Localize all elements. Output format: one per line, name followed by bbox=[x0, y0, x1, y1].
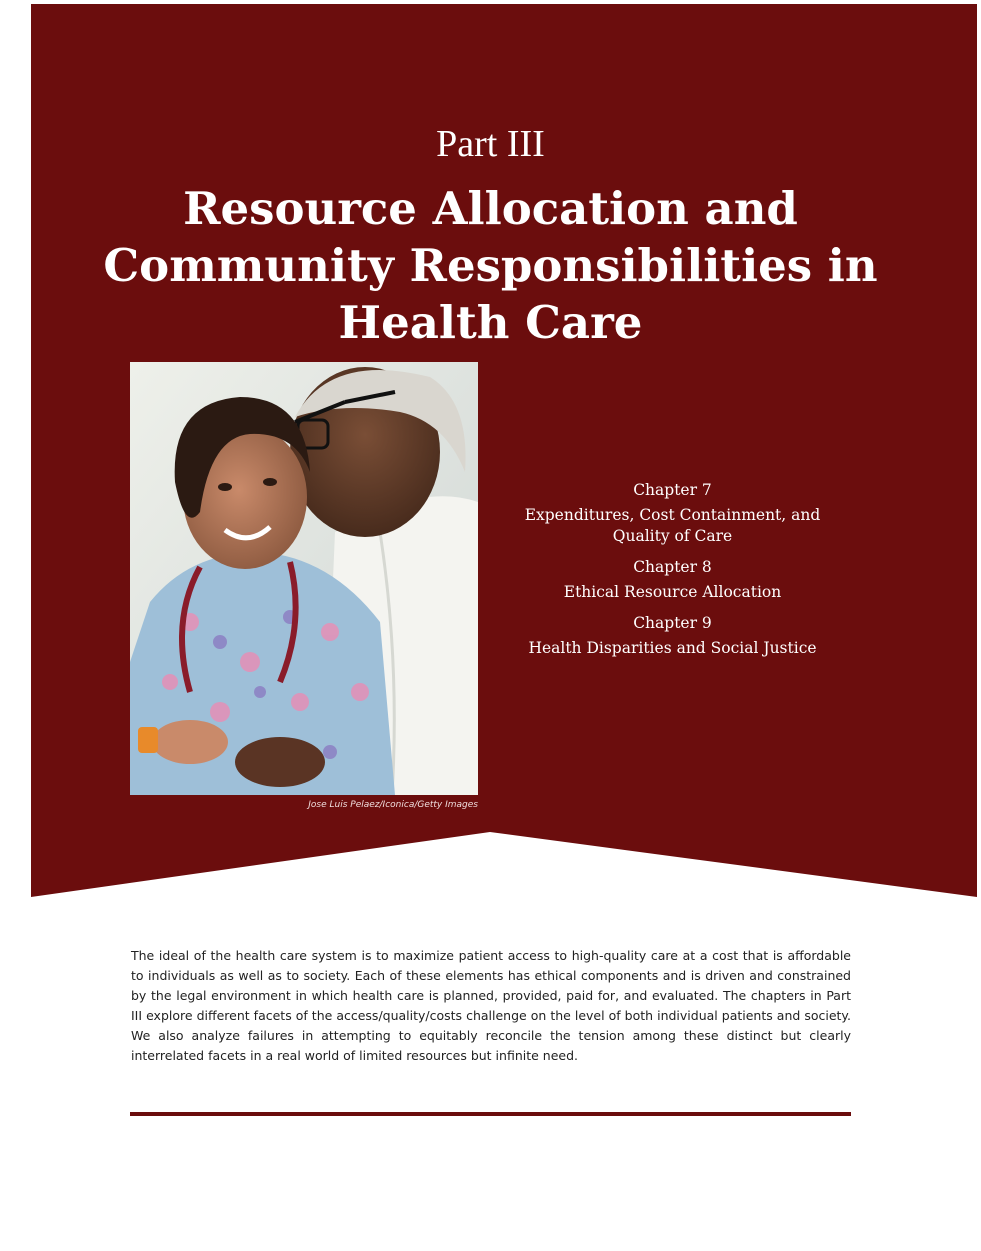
chapter-entry bbox=[500, 613, 845, 659]
chapter-title: Expenditures, Cost Containment, and Quality of Care bbox=[524, 506, 821, 545]
chapter-number: Chapter 8 bbox=[633, 558, 712, 576]
part-label: Part III bbox=[436, 123, 545, 165]
chapter-number: Chapter 7 bbox=[633, 481, 712, 499]
chapter-title: Health Disparities and Social Justice bbox=[528, 639, 817, 657]
divider-rule bbox=[130, 1112, 851, 1116]
part-title: Resource Allocation and Community Responsibilities in Health Care bbox=[103, 182, 878, 349]
intro-paragraph: The ideal of the health care system is to maximize patient access to high-quality care at a cost that is affordable to individuals as well as to society. Each of these elements has ethical components and is driven and constrained by the legal environment in which health care is planned, provided, paid for, and evaluated. The chapters in Part III explore different facets of the access/quality/costs challenge on the level of both individual patients and society. We also analyze failures in attempting to equitably reconcile the tension among these distinct but clearly interrelated facets in a real world of limited resources but infinite need. bbox=[131, 948, 851, 1063]
chapter-number: Chapter 9 bbox=[633, 614, 712, 632]
cover-photo bbox=[130, 362, 478, 795]
chapter-entry bbox=[500, 557, 845, 603]
chapter-list bbox=[500, 480, 845, 669]
photo-credit: Jose Luis Pelaez/Iconica/Getty Images bbox=[308, 800, 478, 810]
chapter-title: Ethical Resource Allocation bbox=[563, 583, 782, 601]
chapter-entry bbox=[500, 480, 845, 547]
